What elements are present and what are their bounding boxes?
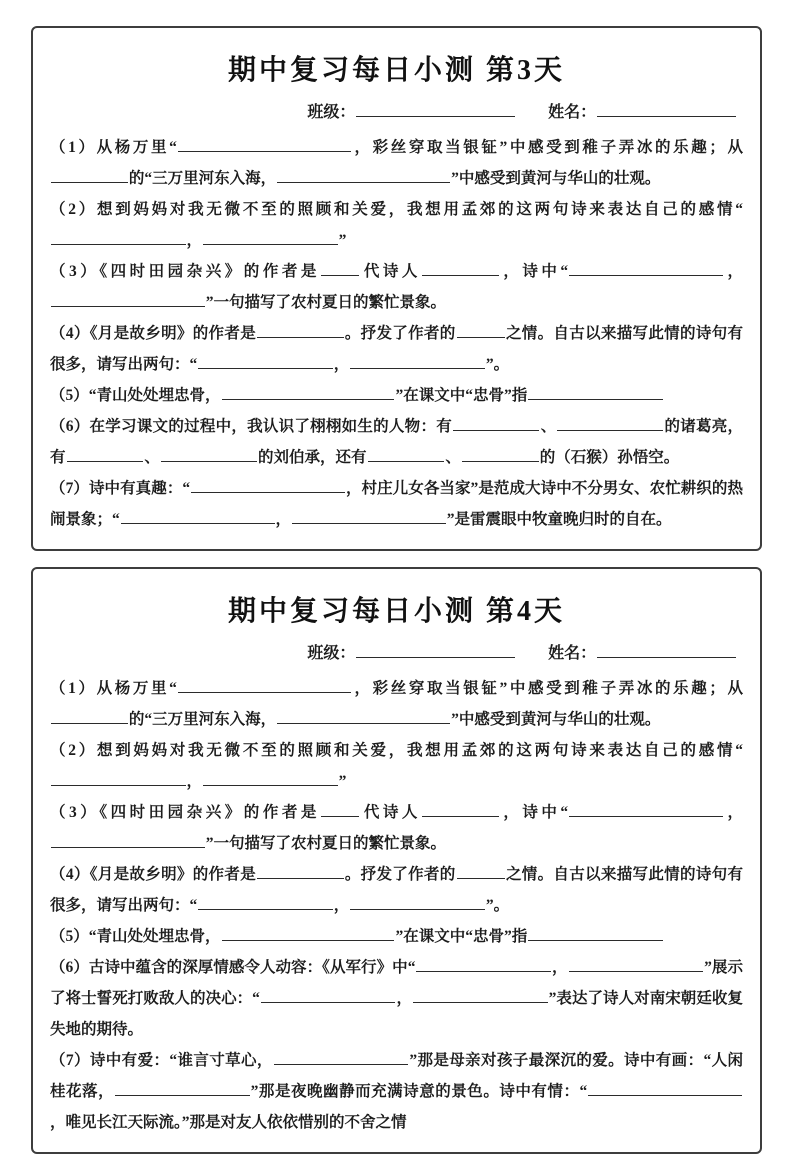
blank-line (115, 1081, 250, 1096)
blank-line (350, 895, 485, 910)
blank-line (257, 864, 343, 879)
blank-line (261, 988, 396, 1003)
blank-line (203, 230, 338, 245)
question-1: （1）从杨万里“ ，彩丝穿取当银钲”中感受到稚子弄冰的乐趣；从的“三万里河东入海， ”中感受到黄河与华山的壮观。 (50, 680, 743, 728)
question-list-day-4 (50, 673, 743, 1138)
question-5: （5）“青山处处埋忠骨， ”在课文中“忠骨”指 (50, 380, 743, 411)
blank-line (368, 447, 445, 462)
blank-line (597, 643, 736, 658)
question-4: （4）《月是故乡明》的作者是 。抒发了作者的 之情。自古以来描写此情的诗句有很多，请写出两句：“ ， ”。 (50, 325, 743, 373)
question-4: （4）《月是故乡明》的作者是 。抒发了作者的 之情。自古以来描写此情的诗句有很多，请写出两句：“ ， ”。 (50, 866, 743, 914)
question-6: （6）古诗中蕴含的深厚情感令人动容：《从军行》中“ ， ”展示了将士誓死打败敌人的决心：“ ， ”表达了诗人对南宋朝廷收复失地的期待。 (50, 959, 743, 1038)
question-7: （7）诗中有爱：“谁言寸草心， ”那是母亲对孩子最深沉的爱。诗中有画：“人闲桂花落， ”那是夜晚幽静而充满诗意的景色。诗中有情：“，唯见长江天际流。”那是对友人依依惜别的不舍之情 (50, 1052, 743, 1131)
blank-line (161, 447, 257, 462)
blank-line (198, 354, 333, 369)
quiz-card-day-4 (31, 567, 762, 1154)
blank-line (569, 802, 723, 817)
blank-line (51, 771, 186, 786)
blank-line (51, 292, 205, 307)
question-3: （3）《四时田园杂兴》的作者是 代诗人 ，诗中“ ，”一句描写了农村夏日的繁忙景象。 (50, 804, 743, 852)
blank-line (597, 102, 736, 117)
blank-line (198, 895, 333, 910)
question-1: （1）从杨万里“ ，彩丝穿取当银钲”中感受到稚子弄冰的乐趣；从的“三万里河东入海， ”中感受到黄河与华山的壮观。 (50, 139, 743, 187)
blank-line (422, 261, 499, 276)
blank-line (528, 385, 663, 400)
blank-line (569, 957, 704, 972)
blank-line (222, 385, 395, 400)
quiz-card-day-3 (31, 26, 762, 551)
question-2: （2）想到妈妈对我无微不至的照顾和关爱，我想用孟郊的这两句诗来表达自己的感情“， ” (50, 201, 743, 249)
blank-line (557, 416, 663, 431)
blank-line (51, 168, 128, 183)
blank-line (51, 833, 205, 848)
blank-line (277, 168, 450, 183)
blank-line (274, 1050, 409, 1065)
blank-line (416, 957, 551, 972)
blank-line (277, 709, 450, 724)
question-2: （2）想到妈妈对我无微不至的照顾和关爱，我想用孟郊的这两句诗来表达自己的感情“， ” (50, 742, 743, 790)
blank-line (356, 643, 515, 658)
class-name-line: 班级： 姓名： (50, 98, 743, 128)
blank-line (457, 864, 505, 879)
quiz-title-day-3: 期中复习每日小测 第3天 (227, 55, 565, 86)
question-list-day-3 (50, 132, 743, 535)
blank-line (413, 988, 548, 1003)
blank-line (453, 416, 539, 431)
blank-line (203, 771, 338, 786)
blank-line (178, 137, 351, 152)
blank-line (528, 926, 663, 941)
blank-line (462, 447, 539, 462)
blank-line (350, 354, 485, 369)
blank-line (356, 102, 515, 117)
question-7: （7）诗中有真趣：“ ，村庄儿女各当家”是范成大诗中不分男女、农忙耕织的热闹景象；“ ， ”是雷震眼中牧童晚归时的自在。 (50, 480, 743, 528)
blank-line (321, 802, 359, 817)
blank-line (191, 478, 345, 493)
blank-line (222, 926, 395, 941)
blank-line (422, 802, 499, 817)
blank-line (51, 230, 186, 245)
blank-line (178, 678, 351, 693)
blank-line (321, 261, 359, 276)
question-6: （6）在学习课文的过程中，我认识了栩栩如生的人物：有 、 的诸葛亮，有 、 的刘伯承，还有 、 的（石猴）孙悟空。 (50, 418, 743, 466)
blank-line (257, 323, 343, 338)
class-name-line: 班级： 姓名： (50, 639, 743, 669)
blank-line (588, 1081, 742, 1096)
quiz-title-day-4: 期中复习每日小测 第4天 (227, 596, 565, 627)
blank-line (569, 261, 723, 276)
blank-line (67, 447, 144, 462)
blank-line (457, 323, 505, 338)
blank-line (51, 709, 128, 724)
question-3: （3）《四时田园杂兴》的作者是 代诗人 ，诗中“ ，”一句描写了农村夏日的繁忙景象。 (50, 263, 743, 311)
blank-line (292, 509, 446, 524)
question-5: （5）“青山处处埋忠骨， ”在课文中“忠骨”指 (50, 921, 743, 952)
blank-line (121, 509, 275, 524)
